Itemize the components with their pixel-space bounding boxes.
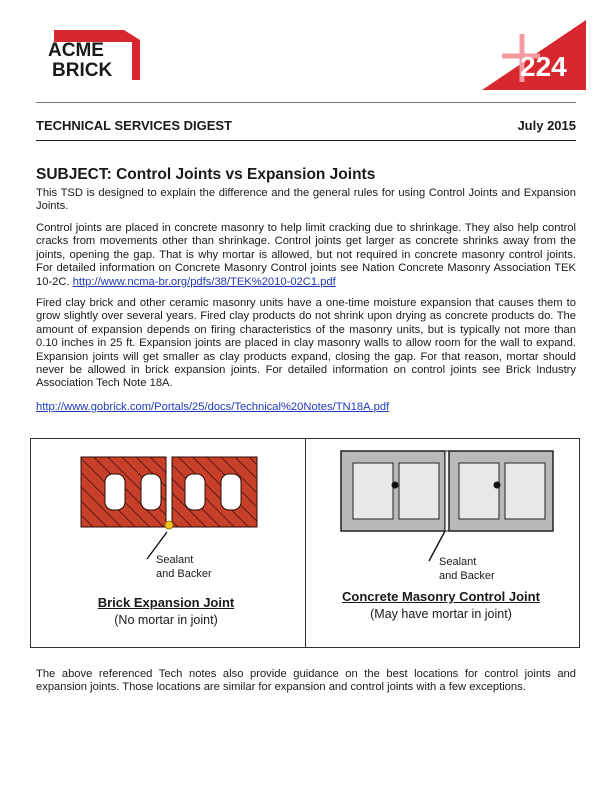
control-paragraph-text: Control joints are placed in concrete masonry to help limit cracking due to shrinkage. They also help control cracks from movements other than shrinkage. Control joints get larger as concrete shrinks away from the joints, opening the gap. That is why mortar is allowed, but not required in concrete masonry control joints. For detailed information on Concrete Masonry Control joints see Nation Concrete Masonry Association TEK 10-2C. bbox=[36, 222, 576, 288]
cmu-figure-title: Concrete Masonry Control Joint bbox=[342, 589, 540, 604]
brick-figure-title: Brick Expansion Joint bbox=[97, 595, 235, 610]
issue-number-badge bbox=[482, 20, 586, 90]
acme-brick-logo bbox=[44, 30, 140, 80]
left-brick bbox=[81, 457, 166, 527]
left-cmu-block bbox=[341, 451, 445, 531]
figure-divider bbox=[305, 439, 306, 647]
gobrick-link-line bbox=[36, 401, 576, 414]
brick-figure-subtitle: (No mortar in joint) bbox=[114, 613, 218, 627]
cmu-sealant-label-line2: and Backer bbox=[439, 570, 495, 582]
expansion-paragraph: Fired clay brick and other ceramic masonry units have a one-time moisture expansion that causes them to grow slightly over several years. Fired clay products do not shrink upon drying as concrete products do. The amount of expansion depends on firing characteristics of the masonry units, but is typically not more than 0.10 inches in 25 ft. Expansion joints are placed in clay masonry walls to allow room for the wall to expand. Expansion joints will get smaller as clay products expand, closing the gap. For that reason, mortar should never be allowed in brick expansion joints. For detailed information on control joints see Brick Industry Association Tech Note 18A. bbox=[36, 297, 576, 390]
cmu-figure-subtitle: (May have mortar in joint) bbox=[370, 607, 512, 621]
ncma-link[interactable]: http://www.ncma-br.org/pdfs/38/TEK%2010-02C1.pdf bbox=[72, 275, 336, 288]
logo-text-acme: ACME bbox=[48, 40, 104, 61]
digest-title: TECHNICAL SERVICES DIGEST bbox=[36, 118, 232, 133]
brick-sealant-label-line2: and Backer bbox=[156, 568, 212, 580]
gobrick-link[interactable]: http://www.gobrick.com/Portals/25/docs/Technical%20Notes/TN18A.pdf bbox=[36, 401, 390, 413]
right-brick bbox=[172, 457, 257, 527]
issue-number: 224 bbox=[520, 51, 567, 82]
header-rule-top bbox=[36, 102, 576, 103]
header-rule-bottom bbox=[36, 140, 576, 141]
brick-sealant-label-line1: Sealant bbox=[156, 554, 194, 566]
closing-paragraph: The above referenced Tech notes also provide guidance on the best locations for control joints and expansion joints. Those locations are similar for expansion and control joints with a few exceptions. bbox=[36, 668, 576, 694]
cmu-sealant-label-line1: Sealant bbox=[439, 556, 477, 568]
brick-sealant-label bbox=[156, 553, 212, 581]
intro-paragraph: This TSD is designed to explain the difference and the general rules for using Control Joints and Expansion Joints. bbox=[36, 187, 576, 213]
right-cmu-block bbox=[449, 451, 553, 531]
cmu-sealant-label bbox=[439, 555, 495, 583]
control-paragraph bbox=[36, 222, 576, 289]
subject-heading: SUBJECT: Control Joints vs Expansion Joints bbox=[36, 166, 376, 183]
digest-header bbox=[36, 118, 576, 133]
sealant-bead bbox=[165, 521, 173, 529]
figure-box bbox=[30, 438, 580, 648]
logo-text-brick: BRICK bbox=[52, 60, 113, 80]
digest-date: July 2015 bbox=[517, 118, 576, 133]
